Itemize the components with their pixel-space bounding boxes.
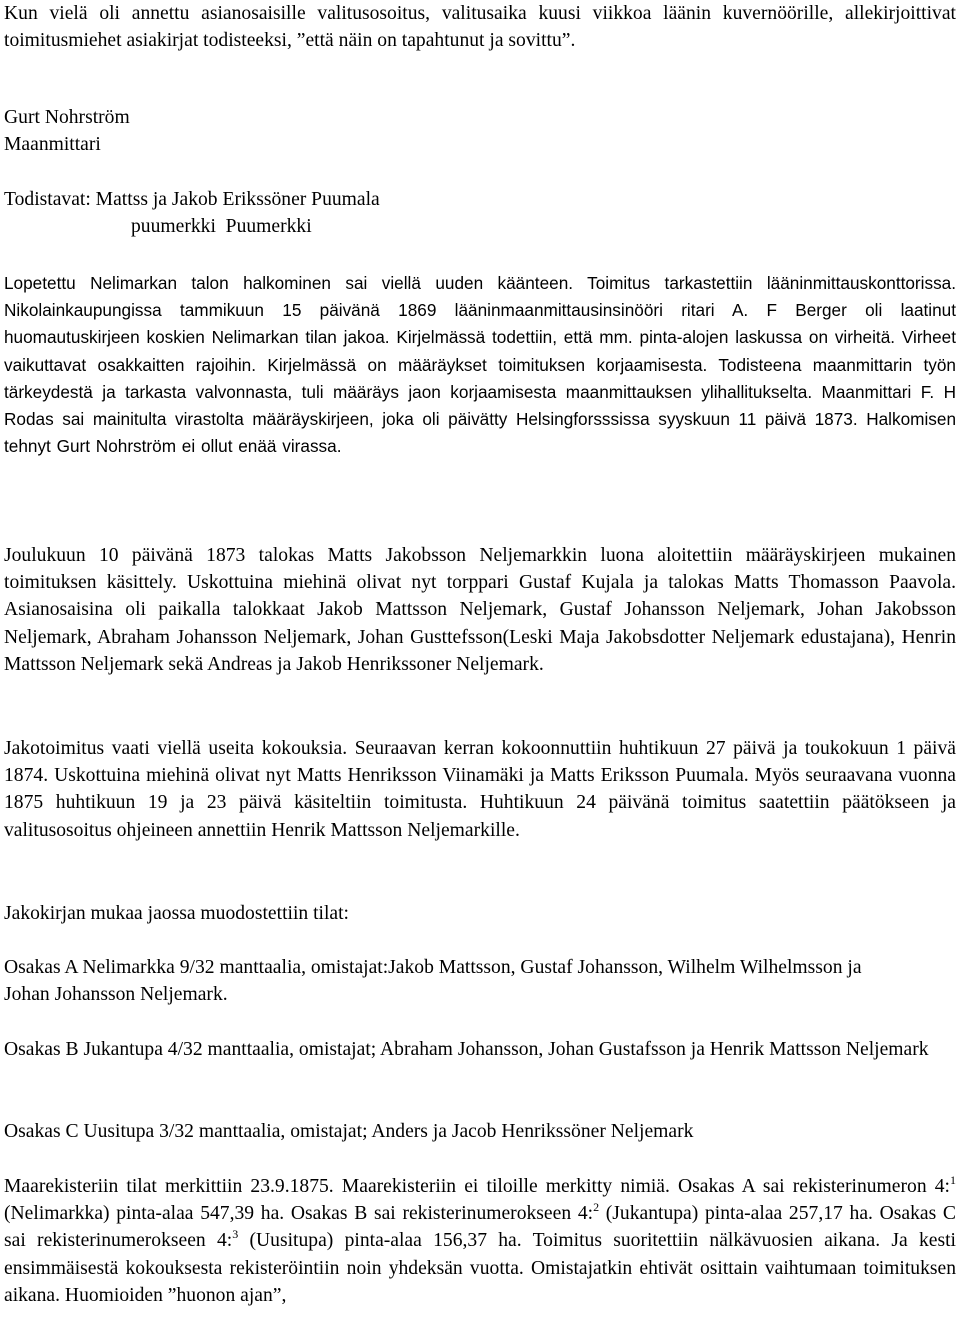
maarekisteri-text-3: (Jukantupa) pinta-alaa 257,17 ha. Osakas C sai rekisterinumerokseen 4: <box>4 1203 956 1252</box>
maarekisteri-text-1: Maarekisteriin tilat merkittiin 23.9.1875. Maarekisteriin ei tiloille merkitty nimiä. Osakas A sai rekisterinumeron 4: <box>4 1176 950 1197</box>
osakas-b: Osakas B Jukantupa 4/32 manttaalia, omistajat; Abraham Johansson, Johan Gustafsson ja Henrik Mattsson Neljemark <box>4 1039 929 1060</box>
witnesses-line: Todistavat: Mattss ja Jakob Erikssöner Puumala <box>4 189 380 210</box>
register-sup-3: 3 <box>232 1227 239 1242</box>
register-sup-2: 2 <box>593 1200 600 1215</box>
paragraph-jakokirjan: Jakokirjan mukaa jaossa muodostettiin tilat: <box>4 903 350 924</box>
signer-title: Maanmittari <box>4 134 101 155</box>
osakas-a: Osakas A Nelimarkka 9/32 manttaalia, omistajat:Jakob Mattsson, Gustaf Johansson, Wilhelm Wilhelmsson ja Johan Johansson Neljemark. <box>4 957 862 1006</box>
osakas-c: Osakas C Uusitupa 3/32 manttaalia, omistajat; Anders ja Jacob Henrikssöner Neljemark <box>4 1121 694 1142</box>
paragraph-jakotoimitus: Jakotoimitus vaati viellä useita kokouksia. Seuraavan kerran kokoonnuttiin huhtikuun 27 päivä ja toukokuun 1 päivä 1874. Uskottuina miehinä olivat nyt Matts Henriksson Viinamäki ja Matts Eriksson Puumala. Myös seuraavana vuonna 1875 huhtikuun 19 ja 23 päivä käsiteltiin toimitusta. Huhtikuun 24 päivänä toimitus saatettiin päätökseen ja valitusosoitus ohjeineen annettiin Henrik Mattsson Neljemarkille. <box>4 738 956 841</box>
witnesses-marks: puumerkki Puumerkki <box>131 216 312 237</box>
register-sup-1: 1 <box>950 1173 956 1187</box>
paragraph-joulukuun: Joulukuun 10 päivänä 1873 talokas Matts Jakobsson Neljemarkkin luona aloitettiin määräyskirjeen mukainen toimituksen käsittely. Uskottuina miehinä olivat nyt torppari Gustaf Kujala ja talokas Matts Thomasson Paavola. Asianosaisina oli paikalla talokkaat Jakob Mattsson Neljemark, Gustaf Johansson Neljemark, Johan Jakobsson Neljemark, Abraham Johansson Neljemark, Johan Gusttefsson(Leski Maja Jakobsdotter Neljemark edustajana), Henrin Mattsson Neljemark sekä Andreas ja Jakob Henrikssoner Neljemark. <box>4 545 956 675</box>
paragraph-lopetettu: Lopetettu Nelimarkan talon halkominen sai viellä uuden käänteen. Toimitus tarkastettiin lääninmittauskonttorissa. Nikolainkaupungissa tammikuun 15 päivänä 1869 lääninmaanmittausinsinööri ritari A. F Berger oli laatinut huomautuskirjeen koskien Nelimarkan tilan jakoa. Kirjelmässä todettiin, että mm. pinta-alojen laskussa on virheitä. Virheet vaikuttavat osakkaitten rajoihin. Kirjelmässä on määräykset toimituksen korjaamisesta. Todisteena maanmittarin työn tärkeydestä ja tarkasta valvonnasta, tuli määräys jaon korjaamisesta maanmittauksen ylihallitukselta. Maanmittari F. H Rodas sai mainitulta virastolta määräyskirjeen, joka oli päivätty Helsingforsssissa syyskuun 11 päivä 1873. Halkomisen tehnyt Gurt Nohrström ei ollut enää virassa. <box>4 273 956 457</box>
signer-name: Gurt Nohrström <box>4 107 130 128</box>
maarekisteri-text-4: (Uusitupa) pinta-alaa 156,37 ha. Toimitus suoritettiin nälkävuosien aikana. Ja kesti ensimmäisestä kokouksesta rekisteröintiin noin yhdeksän vuotta. Omistajatkin ehtivät osittain vaihtumaan toimituksen aikana. Huomioiden ”huonon ajan”, <box>4 1230 956 1306</box>
intro-paragraph: Kun vielä oli annettu asianosaisille valitusosoitus, valitusaika kuusi viikkoa läänin kuvernöörille, allekirjoittivat toimitusmiehet asiakirjat todisteeksi, ”että näin on tapahtunut ja sovittu”. <box>4 3 956 52</box>
maarekisteri-text-2: (Nelimarkka) pinta-alaa 547,39 ha. Osakas B sai rekisterinumerokseen 4: <box>4 1203 594 1225</box>
paragraph-maarekisteri <box>4 1173 956 1309</box>
